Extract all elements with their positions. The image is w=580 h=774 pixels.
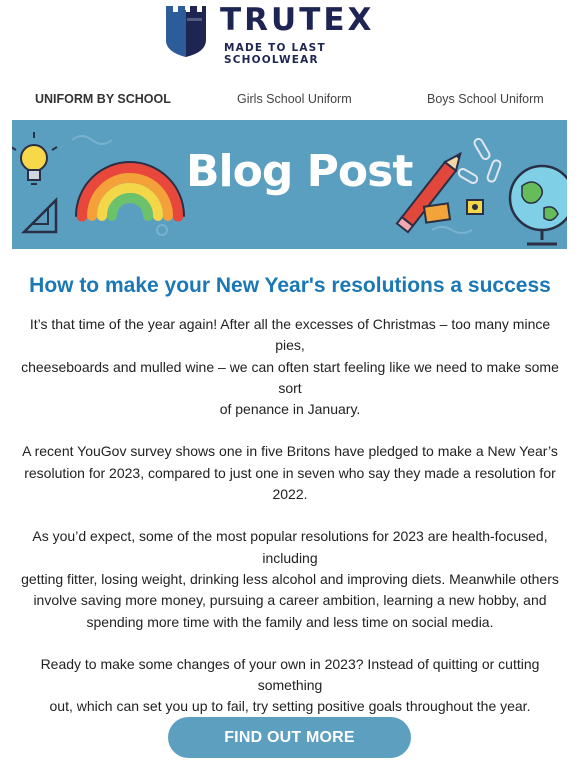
article-paragraph [20, 441, 560, 505]
castle-logo-icon [164, 2, 208, 58]
paragraph-line: out, which can set you up to fail, try setting positive goals throughout the year. [49, 698, 531, 715]
paragraph-line: As you’d expect, some of the most popular resolutions for 2023 are health-focused, [32, 528, 548, 545]
paragraph-line: including [262, 549, 318, 566]
rainbow-icon [76, 162, 184, 216]
eraser-icon [424, 203, 450, 222]
paragraph-line: cheeseboards and mulled wine – we can often start feeling like we need to make some [21, 358, 559, 375]
paragraph-line: involve saving more money, pursuing a career ambition, learning a new hobby, and [33, 592, 547, 609]
paragraph-line: of penance in January. [219, 401, 361, 418]
paragraph-line: something [257, 677, 323, 694]
article-title: How to make your New Year's resolutions a success [29, 274, 551, 297]
article-paragraph [20, 314, 560, 420]
brand-tagline: MADE TO LAST SCHOOLWEAR [224, 42, 326, 66]
paragraph-line: getting fitter, losing weight, drinking less alcohol and improving diets. Meanwhile others [21, 570, 559, 587]
nav-item-uniform-by-school[interactable]: UNIFORM BY SCHOOL [35, 92, 171, 106]
email-header [0, 0, 580, 66]
nav-item-girls-school-uniform[interactable]: Girls School Uniform [237, 92, 352, 106]
top-nav [0, 88, 580, 112]
blog-post-banner[interactable] [12, 120, 567, 249]
nav-item-boys-school-uniform[interactable]: Boys School Uniform [427, 92, 544, 106]
paragraph-line: spending more time with the family and less time on social media. [86, 613, 494, 630]
banner-title: Blog Post [186, 146, 413, 197]
article-paragraph [20, 654, 560, 718]
brand-logo-link[interactable] [164, 2, 416, 66]
globe-icon [510, 166, 567, 244]
sharpener-icon [467, 200, 483, 214]
paperclip-icon [457, 137, 501, 184]
paragraph-line: A recent YouGov survey shows one in five Britons have pledged to make a New Year’s [22, 443, 558, 460]
brand-name: TRUTEX [220, 2, 375, 38]
paragraph-line: sort [278, 379, 302, 396]
paragraph-line: It’s that time of the year again! After all the excesses of Christmas – too many mince pies, [29, 316, 551, 354]
article-paragraph [20, 526, 560, 632]
find-out-more-button[interactable]: FIND OUT MORE [168, 717, 411, 758]
protractor-icon [24, 200, 56, 232]
lightbulb-icon [12, 132, 57, 184]
paragraph-line: Ready to make some changes of your own in 2023? Instead of quitting or cutting [40, 655, 540, 672]
paragraph-line: 2022. [272, 486, 308, 503]
article-body [20, 314, 560, 739]
paragraph-line: resolution for 2023, compared to just one in seven who say they made a resolution for [24, 464, 556, 481]
